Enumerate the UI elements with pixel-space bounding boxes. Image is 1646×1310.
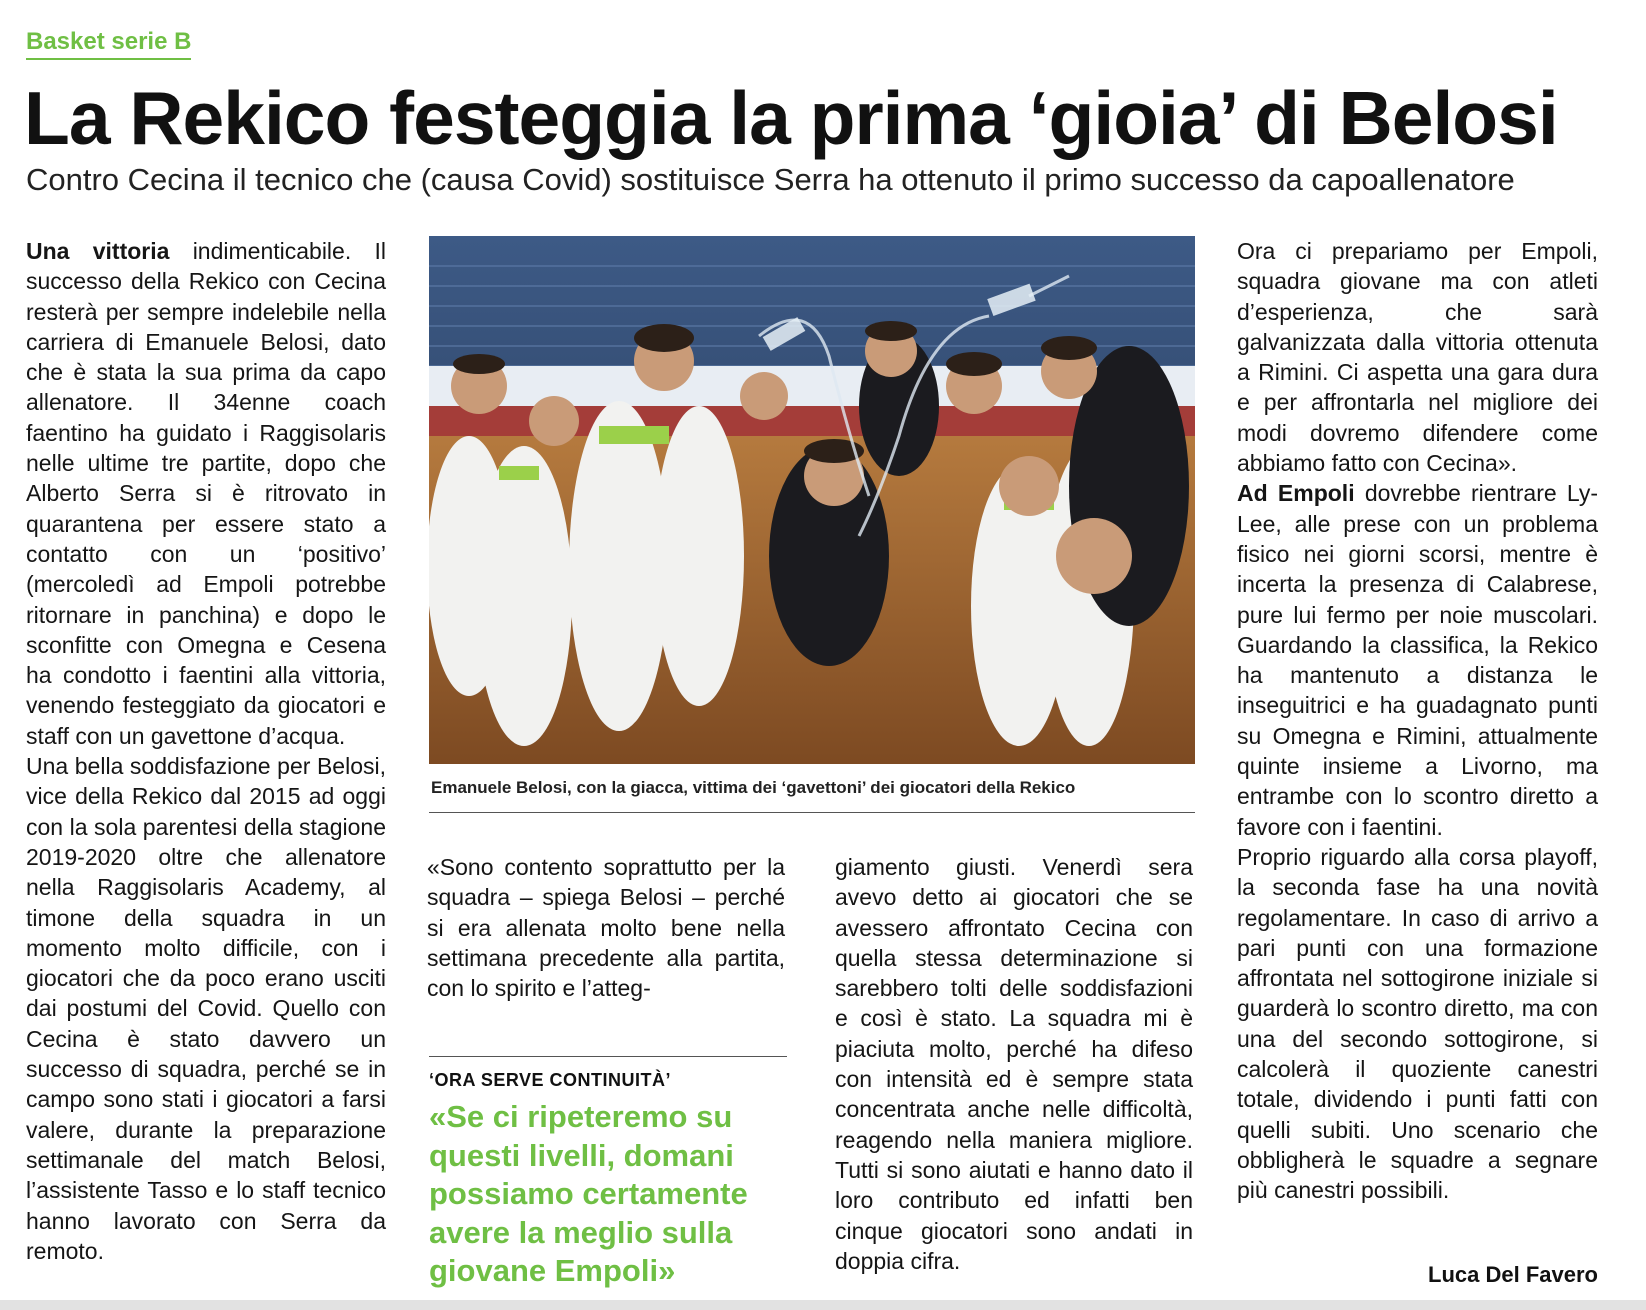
section-label: Basket serie B (26, 28, 191, 60)
lead-in-2: Ad Empoli (1237, 480, 1355, 507)
page-bottom-band (0, 1300, 1646, 1310)
article-column-4 (835, 852, 1193, 1276)
paragraph-2: Una bella soddisfazione per Belosi, vice della Rekico dal 2015 ad oggi con la sola parentesi della stagione 2019-2020 oltre che allenatore nella Raggisolaris Academy, al timone della squadra in un momento molto difficile, con i giocatori che da poco erano usciti dai postumi del Covid. Quello con Cecina è stato davvero un successo di squadra, perché se in campo sono stati i giocatori a farsi valere, durante la preparazione settimanale del match Belosi, l’assistente Tasso e lo staff tecnico hanno lavorato con Serra da remoto. (26, 753, 386, 1264)
quote-box-kicker: ‘ORA SERVE CONTINUITÀ’ (429, 1070, 672, 1090)
paragraph-text: indimenticabile. Il successo della Rekico con Cecina resterà per sempre indelebile nella carriera di Emanuele Belosi, dato che è stata la sua prima da capo allenatore. Il 34enne coach faentino ha guidato i Raggisolaris nelle ultime tre partite, dopo che Alberto Serra si è ritrovato in quarantena per essere stato a contatto con un ‘positivo’ (mercoledì ad Empoli potrebbe ritornare in panchina) e dopo le sconfitte con Omegna e Cesena ha condotto i faentini alla vittoria, venendo festeggiato da giocatori e staff con un gavettone d’acqua. (26, 238, 387, 749)
article-photo (429, 236, 1195, 764)
lead-in: Una vittoria (26, 238, 170, 264)
paragraph-quote-start: «Sono contento soprattutto per la squadra – spiega Belosi – perché si era allenata molto bene nella settimana precedente alla partita, con lo spirito e l’atteg- (427, 854, 785, 1002)
paragraph-empoli: Ora ci prepariamo per Empoli, squadra giovane ma con atleti d’esperienza, che sarà galvanizzata dalla vittoria ottenuta a Rimini. Ci aspetta una gara dura e per affrontarla nel migliore dei modi dovremo difendere come abbiamo fatto con Cecina». (1237, 238, 1598, 477)
caption-divider (429, 812, 1195, 813)
article-column-5 (1237, 236, 1598, 1206)
paragraph-quote-continued: giamento giusti. Venerdì sera avevo detto ai giocatori che se avessero affrontato Cecina con quella stessa determinazione si sarebbero tolti delle soddisfazioni e così è stato. La squadra mi è piaciuta molto, perché ha difeso con intensità ed è sempre stata concentrata anche nelle difficoltà, reagendo nella maniera migliore. Tutti si sono aiutati e hanno dato il loro contributo ed infatti ben cinque giocatori sono andati in doppia cifra. (835, 854, 1193, 1274)
quote-box-divider (429, 1056, 787, 1057)
paragraph-text: dovrebbe rientrare Ly-Lee, alle prese con un problema fisico nei giorni scorsi, mentre è incerta la presenza di Calabrese, pure lui fermo per noie muscolari. Guardando la classifica, la Rekico ha mantenuto a distanza le inseguitrici e ha guadagnato punti su Omegna e Rimini, attualmente quinte insieme a Livorno, ma entrambe con lo scontro diretto a favore con i faentini. (1237, 480, 1598, 840)
paragraph-ad-empoli (1237, 478, 1598, 842)
photo-illustration (429, 236, 1195, 764)
photo-caption: Emanuele Belosi, con la giacca, vittima dei ‘gavettoni’ dei giocatori della Rekico (431, 778, 1076, 797)
article-column-1 (26, 236, 386, 1266)
paragraph-1 (26, 236, 386, 751)
subheadline: Contro Cecina il tecnico che (causa Covid) sostituisce Serra ha ottenuto il primo successo da capoallenatore (26, 162, 1515, 197)
headline: La Rekico festeggia la prima ‘gioia’ di Belosi (24, 76, 1558, 160)
byline: Luca Del Favero (1428, 1262, 1598, 1287)
article-column-3 (427, 852, 785, 1003)
pull-quote: «Se ci ripeteremo su questi livelli, domani possiamo certamente avere la meglio sulla giovane Empoli» (429, 1099, 748, 1288)
paragraph-playoff: Proprio riguardo alla corsa playoff, la seconda fase ha una novità regolamentare. In caso di arrivo a pari punti con una formazione affrontata nel sottogirone iniziale si guarderà lo scontro diretto, ma con una del secondo sottogirone, si calcolerà il quoziente canestri totale, dividendo i punti fatti con quelli subiti. Uno scenario che obbligherà le squadre a segnare più canestri possibili. (1237, 843, 1598, 1204)
